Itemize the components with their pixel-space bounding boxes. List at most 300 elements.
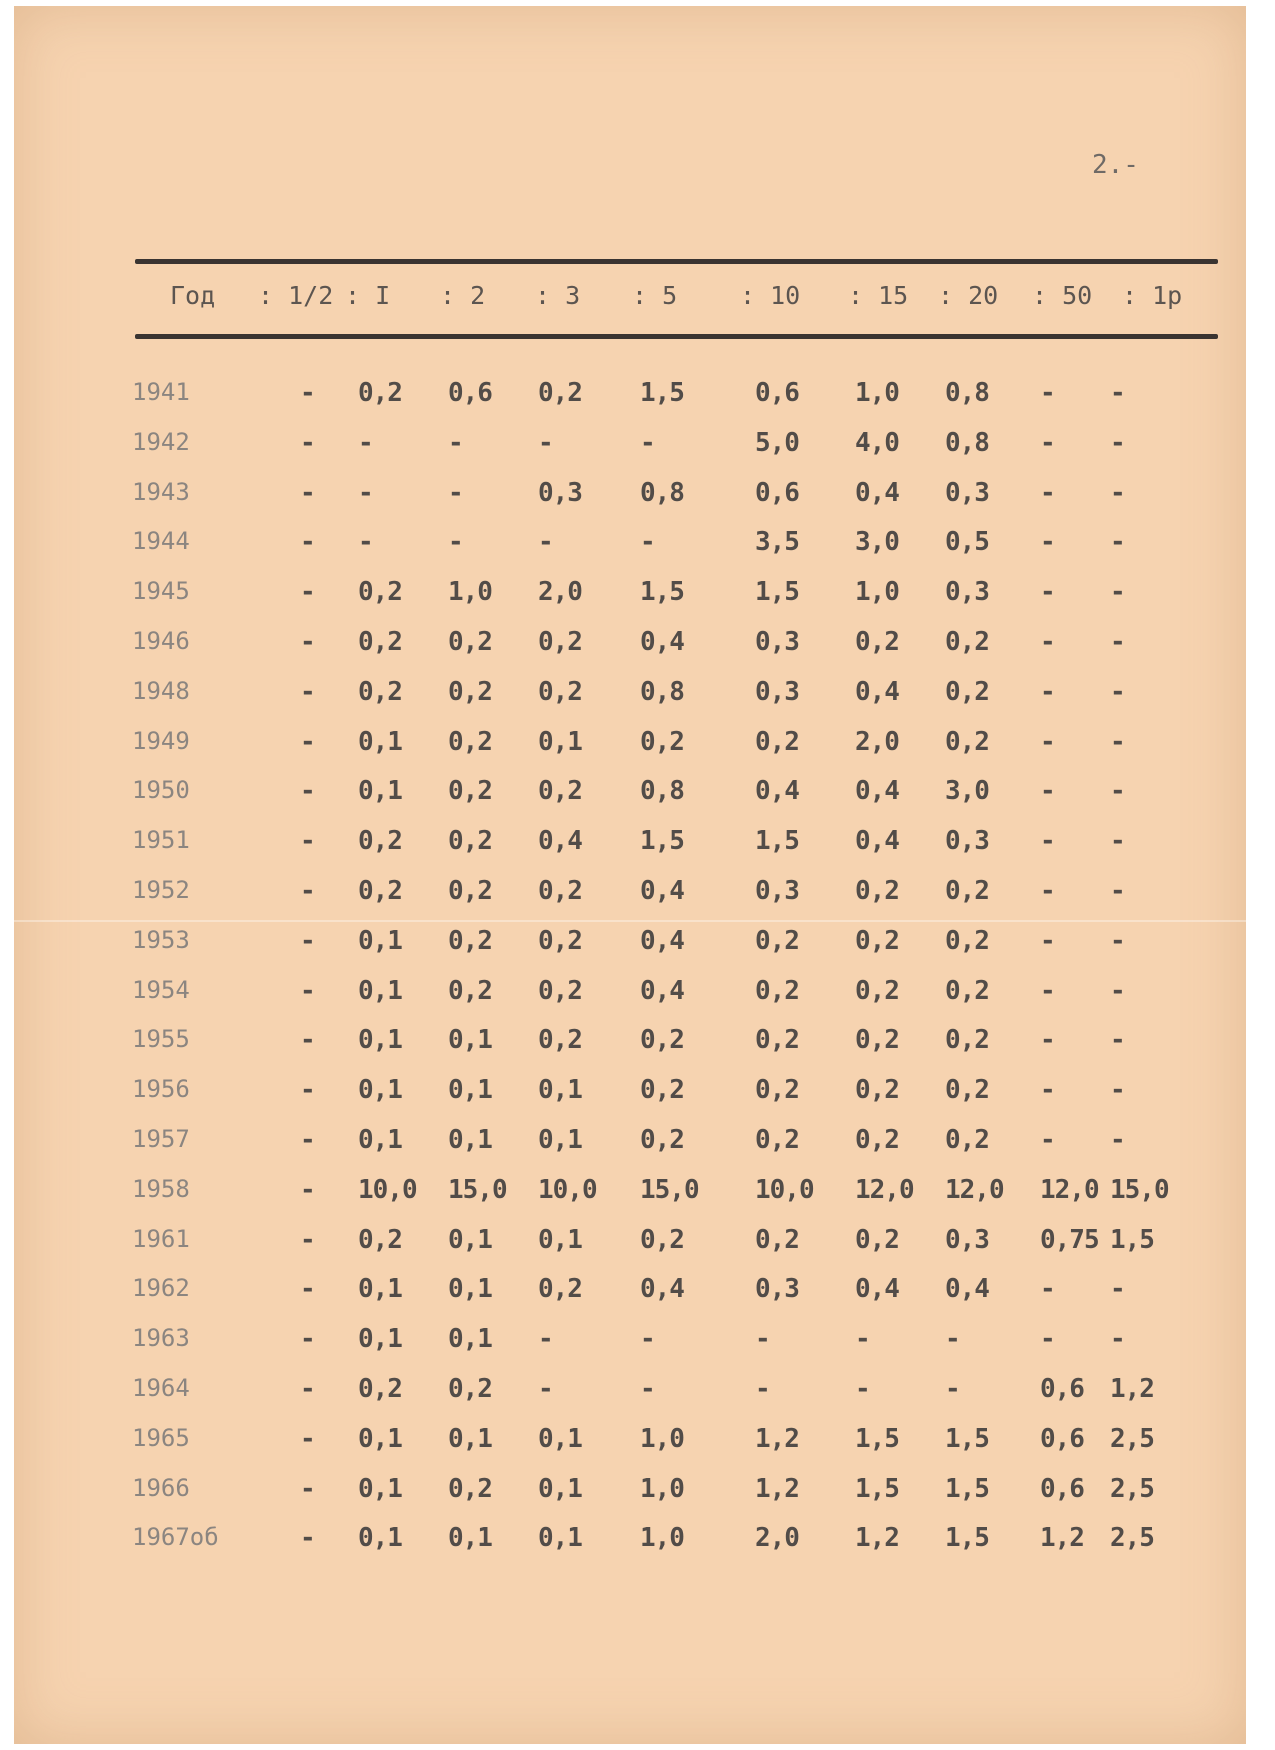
value-cell: 0,1 (358, 727, 402, 757)
value-cell: 0,2 (358, 1225, 402, 1255)
value-cell: 0,2 (358, 627, 402, 657)
value-cell: 0,1 (358, 976, 402, 1006)
value-cell: 0,6 (1040, 1424, 1084, 1454)
value-cell: 0,2 (538, 776, 582, 806)
value-cell: - (1040, 1274, 1055, 1304)
value-cell: - (300, 727, 315, 757)
value-cell: 0,1 (358, 1474, 402, 1504)
value-cell: - (1110, 428, 1125, 458)
value-cell: 0,3 (945, 478, 989, 508)
value-cell: 1,0 (855, 577, 899, 607)
value-cell: - (358, 478, 373, 508)
value-cell: - (1110, 527, 1125, 557)
value-cell: 0,2 (448, 1474, 492, 1504)
table-row (0, 527, 1275, 567)
value-cell: - (300, 1374, 315, 1404)
value-cell: 0,2 (855, 1075, 899, 1105)
value-cell: - (1040, 727, 1055, 757)
header-cell: : 50 (1032, 281, 1093, 310)
value-cell: 0,1 (538, 1424, 582, 1454)
value-cell: - (1040, 1075, 1055, 1105)
year-cell: 1954 (132, 976, 190, 1004)
value-cell: 0,2 (448, 727, 492, 757)
value-cell: 1,5 (945, 1523, 989, 1553)
value-cell: - (1110, 727, 1125, 757)
value-cell: 1,5 (755, 577, 799, 607)
value-cell: - (1040, 1025, 1055, 1055)
value-cell: - (1040, 527, 1055, 557)
value-cell: 3,5 (755, 527, 799, 557)
value-cell: - (300, 1175, 315, 1205)
table-row (0, 478, 1275, 518)
header-cell: : 1р (1122, 281, 1183, 310)
year-cell: 1958 (132, 1175, 190, 1203)
value-cell: 0,1 (358, 1424, 402, 1454)
value-cell: - (1040, 976, 1055, 1006)
header-cell: : 15 (848, 281, 909, 310)
value-cell: 0,4 (755, 776, 799, 806)
value-cell: 0,2 (755, 1075, 799, 1105)
value-cell: - (1110, 577, 1125, 607)
value-cell: 0,2 (448, 826, 492, 856)
value-cell: 1,0 (640, 1474, 684, 1504)
value-cell: 2,5 (1110, 1424, 1154, 1454)
value-cell: 0,2 (538, 976, 582, 1006)
value-cell: 0,8 (945, 428, 989, 458)
value-cell: 0,1 (538, 1225, 582, 1255)
value-cell: - (538, 428, 553, 458)
value-cell: 0,2 (945, 976, 989, 1006)
value-cell: 10,0 (358, 1175, 417, 1205)
value-cell: 0,2 (448, 976, 492, 1006)
value-cell: 0,3 (945, 826, 989, 856)
year-cell: 1952 (132, 876, 190, 904)
year-cell: 1950 (132, 776, 190, 804)
value-cell: - (1040, 677, 1055, 707)
value-cell: - (300, 1424, 315, 1454)
value-cell: - (1040, 1324, 1055, 1354)
value-cell: 0,1 (358, 1075, 402, 1105)
table-row (0, 1125, 1275, 1165)
value-cell: 0,2 (358, 677, 402, 707)
value-cell: 1,2 (1040, 1523, 1084, 1553)
year-cell: 1961 (132, 1225, 190, 1253)
table-row (0, 428, 1275, 468)
value-cell: 0,2 (755, 727, 799, 757)
value-cell: - (358, 428, 373, 458)
table-row (0, 627, 1275, 667)
value-cell: 0,4 (640, 876, 684, 906)
value-cell: - (1110, 1025, 1125, 1055)
value-cell: - (300, 826, 315, 856)
value-cell: - (300, 1125, 315, 1155)
value-cell: 0,1 (538, 1125, 582, 1155)
value-cell: 0,1 (448, 1075, 492, 1105)
value-cell: - (755, 1324, 770, 1354)
table-row (0, 1523, 1275, 1563)
value-cell: 0,2 (945, 627, 989, 657)
value-cell: - (448, 527, 463, 557)
value-cell: 0,2 (538, 1025, 582, 1055)
value-cell: - (300, 527, 315, 557)
value-cell: - (300, 1025, 315, 1055)
table-row (0, 976, 1275, 1016)
value-cell: 4,0 (855, 428, 899, 458)
value-cell: 0,2 (448, 876, 492, 906)
value-cell: - (1040, 776, 1055, 806)
value-cell: 0,2 (640, 1025, 684, 1055)
value-cell: - (1110, 627, 1125, 657)
value-cell: - (300, 776, 315, 806)
value-cell: 0,4 (945, 1274, 989, 1304)
value-cell: - (1110, 1075, 1125, 1105)
value-cell: 0,2 (755, 976, 799, 1006)
value-cell: 15,0 (448, 1175, 507, 1205)
value-cell: 0,4 (640, 926, 684, 956)
value-cell: 0,3 (538, 478, 582, 508)
table-header-rule (135, 334, 1218, 339)
table-row (0, 1274, 1275, 1314)
value-cell: 1,2 (855, 1523, 899, 1553)
value-cell: 1,5 (945, 1474, 989, 1504)
header-cell: : 3 (535, 281, 581, 310)
value-cell: - (300, 1075, 315, 1105)
value-cell: - (1110, 1324, 1125, 1354)
value-cell: - (300, 677, 315, 707)
value-cell: 0,3 (945, 1225, 989, 1255)
value-cell: 0,2 (755, 1225, 799, 1255)
value-cell: 0,1 (358, 926, 402, 956)
header-cell: : 20 (938, 281, 999, 310)
value-cell: - (1110, 1125, 1125, 1155)
year-cell: 1964 (132, 1374, 190, 1402)
table-row (0, 1424, 1275, 1464)
value-cell: 0,2 (855, 1125, 899, 1155)
value-cell: - (538, 1324, 553, 1354)
value-cell: 0,1 (448, 1324, 492, 1354)
value-cell: 0,6 (755, 478, 799, 508)
value-cell: 0,2 (358, 826, 402, 856)
value-cell: 2,5 (1110, 1474, 1154, 1504)
value-cell: 0,2 (640, 1125, 684, 1155)
value-cell: 0,4 (640, 976, 684, 1006)
year-cell: 1953 (132, 926, 190, 954)
value-cell: 10,0 (755, 1175, 814, 1205)
year-cell: 1945 (132, 577, 190, 605)
value-cell: 0,1 (448, 1025, 492, 1055)
value-cell: 1,0 (448, 577, 492, 607)
value-cell: 1,0 (855, 378, 899, 408)
value-cell: 0,2 (945, 677, 989, 707)
value-cell: - (1110, 1274, 1125, 1304)
value-cell: 0,2 (855, 1225, 899, 1255)
value-cell: 0,2 (640, 1075, 684, 1105)
value-cell: 1,0 (640, 1523, 684, 1553)
value-cell: - (945, 1324, 960, 1354)
value-cell: 0,2 (358, 1374, 402, 1404)
value-cell: - (300, 1474, 315, 1504)
table-row (0, 1025, 1275, 1065)
value-cell: 0,1 (358, 1523, 402, 1553)
value-cell: - (300, 627, 315, 657)
value-cell: 0,1 (538, 1075, 582, 1105)
value-cell: 0,4 (855, 826, 899, 856)
value-cell: 0,2 (538, 677, 582, 707)
value-cell: 0,2 (945, 926, 989, 956)
value-cell: 0,2 (855, 976, 899, 1006)
table-row (0, 776, 1275, 816)
table-row (0, 1225, 1275, 1265)
table-row (0, 1374, 1275, 1414)
value-cell: - (855, 1374, 870, 1404)
value-cell: 1,5 (945, 1424, 989, 1454)
value-cell: - (640, 1374, 655, 1404)
year-cell: 1965 (132, 1424, 190, 1452)
value-cell: 1,5 (755, 826, 799, 856)
value-cell: - (1110, 378, 1125, 408)
value-cell: 0,8 (640, 677, 684, 707)
value-cell: - (945, 1374, 960, 1404)
value-cell: 3,0 (855, 527, 899, 557)
value-cell: - (300, 1324, 315, 1354)
table-row (0, 378, 1275, 418)
value-cell: 0,2 (945, 1025, 989, 1055)
value-cell: 0,8 (640, 776, 684, 806)
value-cell: 1,5 (640, 577, 684, 607)
value-cell: 2,5 (1110, 1523, 1154, 1553)
value-cell: 1,2 (755, 1424, 799, 1454)
value-cell: - (300, 577, 315, 607)
value-cell: 0,8 (945, 378, 989, 408)
value-cell: 0,2 (640, 727, 684, 757)
value-cell: - (1110, 826, 1125, 856)
value-cell: 0,5 (945, 527, 989, 557)
value-cell: 12,0 (945, 1175, 1004, 1205)
value-cell: 0,2 (538, 627, 582, 657)
value-cell: 0,2 (538, 876, 582, 906)
year-cell: 1942 (132, 428, 190, 456)
value-cell: - (1040, 378, 1055, 408)
table-row (0, 1474, 1275, 1514)
value-cell: 0,4 (855, 1274, 899, 1304)
value-cell: 1,5 (855, 1474, 899, 1504)
value-cell: 0,2 (448, 627, 492, 657)
value-cell: 0,3 (755, 876, 799, 906)
header-cell: Год (170, 281, 216, 310)
value-cell: 0,2 (358, 577, 402, 607)
value-cell: 0,2 (358, 378, 402, 408)
value-cell: 0,2 (755, 926, 799, 956)
value-cell: - (300, 378, 315, 408)
year-cell: 1962 (132, 1274, 190, 1302)
year-cell: 1957 (132, 1125, 190, 1153)
value-cell: 0,2 (855, 1025, 899, 1055)
value-cell: - (1040, 926, 1055, 956)
value-cell: - (1040, 577, 1055, 607)
value-cell: 0,1 (448, 1125, 492, 1155)
value-cell: - (640, 1324, 655, 1354)
year-cell: 1949 (132, 727, 190, 755)
value-cell: - (640, 428, 655, 458)
value-cell: - (1040, 876, 1055, 906)
value-cell: - (1110, 926, 1125, 956)
value-cell: 2,0 (538, 577, 582, 607)
header-cell: : 2 (440, 281, 486, 310)
year-cell: 1966 (132, 1474, 190, 1502)
value-cell: 0,2 (755, 1025, 799, 1055)
value-cell: - (1040, 826, 1055, 856)
value-cell: 0,2 (358, 876, 402, 906)
value-cell: 3,0 (945, 776, 989, 806)
value-cell: - (1040, 428, 1055, 458)
table-row (0, 1075, 1275, 1115)
header-cell: : I (345, 281, 391, 310)
value-cell: 0,1 (358, 1025, 402, 1055)
value-cell: 0,2 (855, 926, 899, 956)
value-cell: 1,5 (640, 826, 684, 856)
value-cell: 15,0 (1110, 1175, 1169, 1205)
value-cell: 1,2 (1110, 1374, 1154, 1404)
value-cell: 0,1 (358, 776, 402, 806)
value-cell: - (755, 1374, 770, 1404)
value-cell: 0,1 (358, 1274, 402, 1304)
value-cell: - (855, 1324, 870, 1354)
value-cell: - (300, 428, 315, 458)
year-cell: 1956 (132, 1075, 190, 1103)
table-row (0, 926, 1275, 966)
value-cell: 0,1 (448, 1523, 492, 1553)
value-cell: 0,2 (448, 776, 492, 806)
value-cell: 10,0 (538, 1175, 597, 1205)
value-cell: - (1110, 478, 1125, 508)
value-cell: 1,5 (640, 378, 684, 408)
value-cell: - (300, 926, 315, 956)
value-cell: 1,2 (755, 1474, 799, 1504)
value-cell: 15,0 (640, 1175, 699, 1205)
year-cell: 1948 (132, 677, 190, 705)
value-cell: - (448, 478, 463, 508)
value-cell: 1,0 (640, 1424, 684, 1454)
table-row (0, 677, 1275, 717)
value-cell: - (538, 527, 553, 557)
value-cell: - (1040, 1125, 1055, 1155)
value-cell: 0,6 (1040, 1374, 1084, 1404)
value-cell: 0,2 (755, 1125, 799, 1155)
value-cell: 12,0 (1040, 1175, 1099, 1205)
value-cell: - (300, 976, 315, 1006)
value-cell: 0,6 (755, 378, 799, 408)
value-cell: 0,75 (1040, 1225, 1099, 1255)
value-cell: 0,6 (448, 378, 492, 408)
value-cell: 0,2 (855, 876, 899, 906)
value-cell: 0,2 (945, 876, 989, 906)
value-cell: - (300, 478, 315, 508)
value-cell: 0,3 (755, 677, 799, 707)
value-cell: 0,2 (855, 627, 899, 657)
header-cell: : 1/2 (258, 281, 334, 310)
value-cell: - (1040, 627, 1055, 657)
value-cell: 0,4 (855, 776, 899, 806)
value-cell: 0,2 (640, 1225, 684, 1255)
value-cell: - (1110, 876, 1125, 906)
value-cell: 0,1 (538, 727, 582, 757)
table-row (0, 1175, 1275, 1215)
value-cell: 0,8 (640, 478, 684, 508)
year-cell: 1943 (132, 478, 190, 506)
value-cell: 0,4 (640, 1274, 684, 1304)
value-cell: - (538, 1374, 553, 1404)
value-cell: - (300, 1523, 315, 1553)
table-top-rule (135, 259, 1218, 264)
value-cell: 0,3 (755, 1274, 799, 1304)
value-cell: - (300, 1225, 315, 1255)
table-row (0, 577, 1275, 617)
value-cell: - (1110, 677, 1125, 707)
value-cell: 0,1 (358, 1324, 402, 1354)
fold-crease (14, 920, 1246, 922)
value-cell: - (448, 428, 463, 458)
value-cell: 12,0 (855, 1175, 914, 1205)
value-cell: - (1110, 776, 1125, 806)
header-cell: : 10 (740, 281, 801, 310)
value-cell: 5,0 (755, 428, 799, 458)
table-header-row (0, 281, 1275, 321)
value-cell: 0,2 (448, 1374, 492, 1404)
value-cell: 0,1 (358, 1125, 402, 1155)
value-cell: 0,4 (855, 677, 899, 707)
page-number: 2.- (1092, 150, 1139, 180)
year-cell: 1963 (132, 1324, 190, 1352)
value-cell: 0,2 (945, 1125, 989, 1155)
year-cell: 1955 (132, 1025, 190, 1053)
value-cell: 0,3 (755, 627, 799, 657)
value-cell: 0,4 (640, 627, 684, 657)
value-cell: - (358, 527, 373, 557)
header-cell: : 5 (632, 281, 678, 310)
value-cell: 0,2 (448, 926, 492, 956)
year-cell: 1951 (132, 826, 190, 854)
value-cell: 0,1 (448, 1274, 492, 1304)
value-cell: - (1110, 976, 1125, 1006)
year-cell: 1944 (132, 527, 190, 555)
value-cell: 0,2 (448, 677, 492, 707)
table-row (0, 876, 1275, 916)
table-row (0, 727, 1275, 767)
value-cell: 0,4 (855, 478, 899, 508)
value-cell: - (300, 876, 315, 906)
year-cell: 1941 (132, 378, 190, 406)
value-cell: 0,3 (945, 577, 989, 607)
value-cell: 0,2 (538, 1274, 582, 1304)
value-cell: 0,1 (448, 1225, 492, 1255)
table-row (0, 826, 1275, 866)
value-cell: 0,2 (945, 727, 989, 757)
value-cell: 1,5 (1110, 1225, 1154, 1255)
value-cell: - (640, 527, 655, 557)
value-cell: 2,0 (755, 1523, 799, 1553)
year-cell: 1967об (132, 1523, 219, 1551)
value-cell: 0,2 (538, 378, 582, 408)
value-cell: 1,5 (855, 1424, 899, 1454)
value-cell: 0,1 (448, 1424, 492, 1454)
value-cell: 0,2 (945, 1075, 989, 1105)
value-cell: 2,0 (855, 727, 899, 757)
value-cell: - (1040, 478, 1055, 508)
year-cell: 1946 (132, 627, 190, 655)
value-cell: 0,1 (538, 1523, 582, 1553)
value-cell: 0,6 (1040, 1474, 1084, 1504)
value-cell: 0,1 (538, 1474, 582, 1504)
